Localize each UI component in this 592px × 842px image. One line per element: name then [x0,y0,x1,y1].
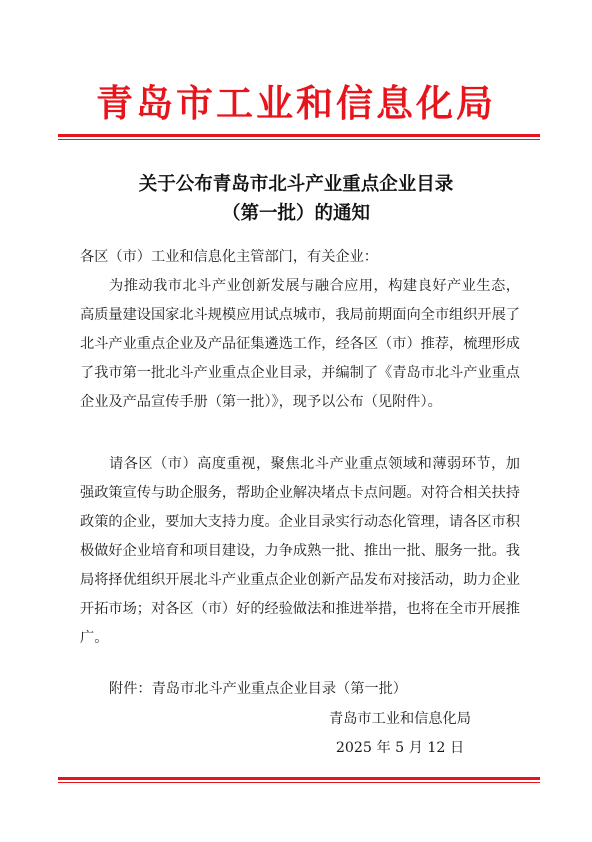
notice-title-line2: （第一批）的通知 [221,203,370,224]
letterhead-rule-thick [58,134,540,137]
body-paragraph-1: 为推动我市北斗产业创新发展与融合应用，构建良好产业生态，高质量建设国家北斗规模应用试点城市，我局前期面向全市组织开展了北斗产业重点企业及产品征集遴选工作，经各区（市）推荐，梳理形成了我市第一批北斗产业重点企业目录，并编制了《青岛市北斗产业重点企业及产品宣传手册（第一批）》，现予以公布（见附件）。 [80,278,520,410]
salutation: 各区（市）工业和信息化主管部门，有关企业： [80,249,378,265]
issue-date: 2025 年 5 月 12 日 [335,740,465,756]
letterhead-rule-thin [58,139,540,140]
footer-rule-thin [58,782,540,783]
body-paragraph-2: 请各区（市）高度重视，聚焦北斗产业重点领域和薄弱环节，加强政策宣传与助企服务，帮助企业解决堵点卡点问题。对符合相关扶持政策的企业，要加大支持力度。企业目录实行动态化管理，请各区市积极做好企业培育和项目建设，力争成熟一批、推出一批、服务一批。我局将择优组织开展北斗产业重点企业创新产品发布对接活动，助力企业开拓市场；对各区（市）好的经验做法和推进举措，也将在全市开展推广。 [80,456,520,646]
letterhead-title: 青岛市工业和信息化局 [96,81,496,125]
notice-title-line1: 关于公布青岛市北斗产业重点企业目录 [138,174,454,195]
footer-rule-thick [58,777,540,780]
issuer-signature: 青岛市工业和信息化局 [329,711,471,727]
attachment-line: 附件：青岛市北斗产业重点企业目录（第一批） [109,681,407,697]
